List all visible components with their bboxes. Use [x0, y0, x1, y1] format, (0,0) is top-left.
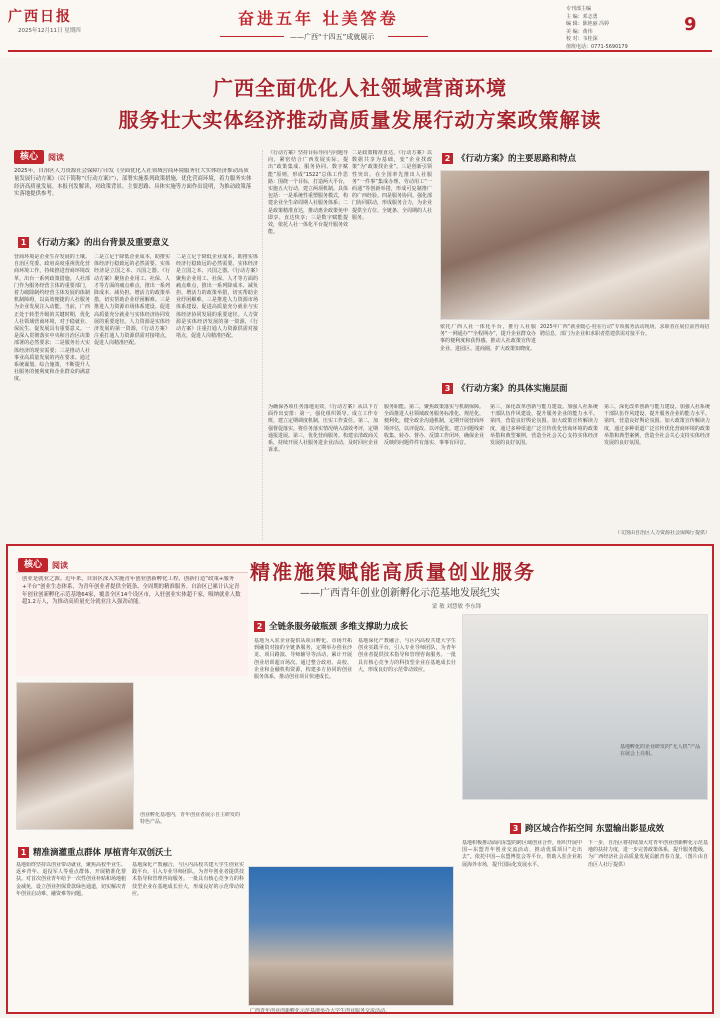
editor-line: 美 编：黄伟: [566, 28, 593, 35]
section-number: 2: [254, 621, 265, 632]
core-tag: 核心: [14, 150, 44, 164]
article1-title-line2: 服务壮大实体经济推动高质量发展行动方案政策解读: [118, 108, 602, 132]
article2-subtitle: ——广西青年创业创新孵化示范基地发展纪实: [300, 588, 500, 599]
article2-colA2: 基地深化产教融合，与区内高校共建大学生创业实践平台，引入专业导师团队，为青年创业者提供技术指导和管理咨询服务。一批具有核心竞争力的科技型企业在基地成长壮大，形成良好的示范带动效应。: [132, 862, 244, 897]
article1-col7: 服务职能。第二，聚焦政策落实与机制保障。全面推进人社领域政务服务标准化、规范化、便利化，健全政企沟通机制，定期开展营商环境评估，以评促改、以评促优。建立问题线索收集、转办、督办、反馈工作闭环，确保企业反映的问题件件有落实、事事有回音。: [384, 404, 484, 447]
section-number: 3: [510, 823, 521, 834]
article1-section3-heading: [442, 382, 568, 394]
section-heading-text: 跨区域合作拓空间 东盟输出影显成效: [525, 824, 664, 834]
slogan-rule-right: [388, 36, 428, 37]
creator-product-photo: [16, 682, 134, 830]
section-heading-text: 精准滴灌重点群体 厚植青年双创沃土: [33, 848, 172, 858]
photo-caption: 2025年广西“就业暖心·桂在行动”专项服务活动现场，求职者在展位前咨询招聘信息，部门为企业和求职者搭建供需对接平台。: [540, 324, 710, 337]
article2-section3-heading: [510, 822, 664, 834]
article2-colB: 基地为入驻企业提供从项目孵化、市场开拓到融资对接的全链条服务，定期举办创业沙龙、项目路演、导师辅导等活动，累计开展创业培训超百场次。通过整合政府、高校、企业和金融机构资源，构建多方协同的创业服务体系，推动创业项目快速成长。: [254, 638, 352, 681]
article1-col3: 《行动方案》坚持目标导向与问题导向，紧密结合广西发展实际，提出“政策集成、服务协同、数字赋能”原则，形成“1522”总体工作思路：围绕一个目标，打造两大平台，实施五大行动，建立两项机制。具体包括：一是系统性重塑服务模式，构建企业全生命周期人社服务体系；二是政策精准直达，推动惠企政策免申即享、直达快享；三是数字赋能提效，依托人社一体化平台提升服务效能。: [268, 150, 348, 236]
section-subtitle: ——广西“十四五”成就展示: [290, 33, 375, 41]
article1-col2: 二是立足于降低企业成本，助推实体经济行稳致远的必然需要。实体经济是立国之本、兴国之器。《行动方案》聚焦企业用工、社保、人才等方面的痛点难点，推出一系列降成本、减负担、增活力的政策举措，切实帮助企业纾困解难。三是推进人力资源市场体系建设、促进高质量充分就业与实体经济协同发展的重要途径。人力资源是实体经济发展的第一资源，《行动方案》注重打通人力资源供需对接堵点，促进人岗精准匹配。: [94, 254, 170, 347]
core-tag: 核心: [18, 558, 48, 572]
editor-line: 值班电话：0771-5690179: [566, 43, 628, 50]
article1-col4: 二是政策精准直达。《行动方案》以数据共享为基础，变“企业找政策”为“政策找企业”。三是创新引领性突出。在全国率先推出人社服务“一件事”集成办理、劳动用工“一码通”等创新举措，形成可复制推广的广西经验。四是服务协同。强化部门协同联动，形成服务合力，为企业提供全方位、全链条、全周期的人社服务。: [352, 150, 432, 221]
editor-line: 专刊部主编: [566, 6, 592, 12]
article1-col1: 营商环境是企业生存发展的土壤。自治区党委、政府高度重视优化营商环境工作，持续推进营商环境改革，出台一系列政策措施。人社部门作为服务经营主体的重要部门，着力破除制约经营主体发展的体制机制障碍，以高效便捷的人社服务为企业发展注入动能。当前，广西正处于转型升级的关键时期，优化人社领域营商环境，对于稳就业、保民生、促发展具有重要意义。一是深入贯彻落实中央和自治区决策部署的必然要求；二是服务壮大实体经济的现实需要；三是推动人社事业高质量发展的内在要求。通过系统谋划、综合施策，不断提升人社服务的便利度和企业群众的满意度。: [14, 254, 90, 383]
article2-section2-heading: [254, 620, 408, 632]
article1-col9: 第三，深化改革创新与能力建设。加强人社系统干部队伍作风建设，提升服务企业的能力水平。第四，营造良好舆论氛围。加大政策宣传解读力度，通过多种渠道广泛宣传优化营商环境的政策举措和典型案例，营造全社会关心支持实体经济发展的良好氛围。: [604, 404, 710, 447]
article1-title-line1: 广西全面优化人社领域营商环境: [213, 76, 507, 100]
newspaper-logo: 广西日报: [8, 9, 72, 25]
photo-caption: 基地孵化的企业研发的“无人机”产品在展会上亮相。: [620, 744, 701, 757]
photo-caption: 广西青年创业创新孵化示范基地举办大学生创业服务交流活动。: [250, 1008, 391, 1014]
article1-section1-heading: [18, 236, 169, 248]
header-divider: [8, 50, 712, 52]
article2-tag: [18, 558, 68, 572]
column-divider: [262, 150, 263, 540]
section-heading-text: 《行动方案》的具体实施层面: [457, 384, 568, 394]
article2-intro: 创业是就业之源。近年来，自治区深入实施青年创业创新孵化工程，创新打造“政策+服务+平台”创业生态体系，为青年创业者提供全链条、全周期的精准服务。自治区已累计认定青年创业创新孵化示范基地64家，覆盖全区14个设区市，入驻创业实体超千家，吸纳就业人数超1.2万人，为推动高质量充分就业注入强劲动能。: [22, 576, 241, 606]
section-heading-text: 《行动方案》的出台背景及重要意义: [33, 238, 170, 248]
article1-intro: 2025年，自治区人力资源社会保障厅印发《全面优化人社领域营商环境服务壮大实体经济推动高质量发展行动方案》（以下简称“《行动方案》”），部署实施系列政策措施，优化营商环境，着力服务实体经济高质量发展。本报刊发解读，对政策背景、主要思路、具体实施等方面作出说明，为推动政策落实落地提供参考。: [14, 168, 252, 198]
slogan-rule-left: [220, 36, 284, 37]
section-number: 1: [18, 847, 29, 858]
article1-col6: 为确保各项任务落地见效，《行动方案》从以下方面作出安排：第一，强化组织领导。成立工作专班，建立定期调度机制，压实工作责任。第二，加强督促落实。将任务落实情况纳入绩效考评，定期通报进展。第三，优化营商服务。构建亲清政商关系，持续开展人社服务进企业活动，及时回应企业诉求。: [268, 404, 378, 454]
article1-col8: 第三，深化改革创新与能力建设。加强人社系统干部队伍作风建设，提升服务企业的能力水平。第四，营造良好舆论氛围。加大政策宣传解读力度，通过多种渠道广泛宣传优化营商环境的政策举措和典型案例，营造全社会关心支持实体经济发展的良好氛围。: [490, 404, 598, 447]
section-heading-text: 《行动方案》的主要思路和特点: [457, 154, 577, 164]
group-event-photo: [248, 866, 454, 1006]
section-number: 2: [442, 153, 453, 164]
read-tag: 阅读: [48, 152, 65, 162]
editor-line: 编 辑：陈艳丽 冯婷: [566, 21, 610, 27]
page-number: 9: [684, 14, 697, 35]
article1-tag: [14, 150, 64, 164]
section-number: 3: [442, 383, 453, 394]
article2-colE: 下一步，自治区将持续加大对青年创业创新孵化示范基地的扶持力度，进一步完善政策体系，提升服务能级，为广西经济社会高质量发展贡献青春力量。（图片由自治区人社厅提供）: [588, 840, 708, 868]
editor-credits: [566, 6, 666, 51]
article1-source: （文图由自治区人力资源社会保障厅提供）: [614, 530, 710, 536]
photo-caption: 创业孵化基地内，青年创业者展示自主研发的特色产品。: [140, 812, 241, 825]
job-fair-photo: [440, 170, 710, 320]
article2-byline: 蒙 敏 刘慧敏 李东锋: [432, 604, 482, 610]
editor-line: 校 对：韦桂深: [566, 36, 598, 42]
read-tag: 阅读: [52, 560, 69, 570]
editor-line: 主 编：邓志勇: [566, 13, 598, 20]
dateline: 2025年12月11日 星期四: [18, 28, 81, 34]
article2-colA: 基地始终坚持以创业带动就业，聚焦高校毕业生、返乡青年、退役军人等重点群体，开展精准化帮扶。对首次创业青年给予一次性创业补贴和场地租金减免，设立创业担保贷款绿色通道，切实解决青年创业启动难、融资难等问题。: [16, 862, 126, 897]
article1-col5: 依托广西人社一体化平台，推行人社服务“一网通办”“全程网办”，提升企业群众办事的便利度和获得感。推动人社政策宣传进企业、进园区、进商圈，扩大政策知晓度。: [440, 324, 536, 352]
section-heading-text: 全链条服务破瓶颈 多维支撑助力成长: [269, 622, 408, 632]
article1-section2-heading: [442, 152, 576, 164]
article2-title: 精准施策赋能高质量创业服务: [250, 560, 536, 584]
section-slogan: 奋进五年 壮美答卷: [238, 9, 399, 28]
article1-col2b: 二是立足于降低企业成本，助推实体经济行稳致远的必然需要。实体经济是立国之本、兴国之器。《行动方案》聚焦企业用工、社保、人才等方面的痛点难点，推出一系列降成本、减负担、增活力的政策举措，切实帮助企业纾困解难。三是推进人力资源市场体系建设、促进高质量充分就业与实体经济协同发展的重要途径。人力资源是实体经济发展的第一资源，《行动方案》注重打通人力资源供需对接堵点，促进人岗精准匹配。: [176, 254, 258, 340]
section-number: 1: [18, 237, 29, 248]
article2-colC: 基地深化产教融合，与区内高校共建大学生创业实践平台，引入专业导师团队，为青年创业者提供技术指导和管理咨询服务。一批具有核心竞争力的科技型企业在基地成长壮大，形成良好的示范带动效应。: [358, 638, 456, 673]
article2-section1-heading: [18, 846, 172, 858]
article2-colD: 基地积极推动面向东盟的跨区域创业合作，组织开展中国—东盟青年创业交流活动，推动优质项目“走出去”。依托中国—东盟博览会等平台，帮助入驻企业拓展海外市场，提升国际化发展水平。: [462, 840, 582, 868]
